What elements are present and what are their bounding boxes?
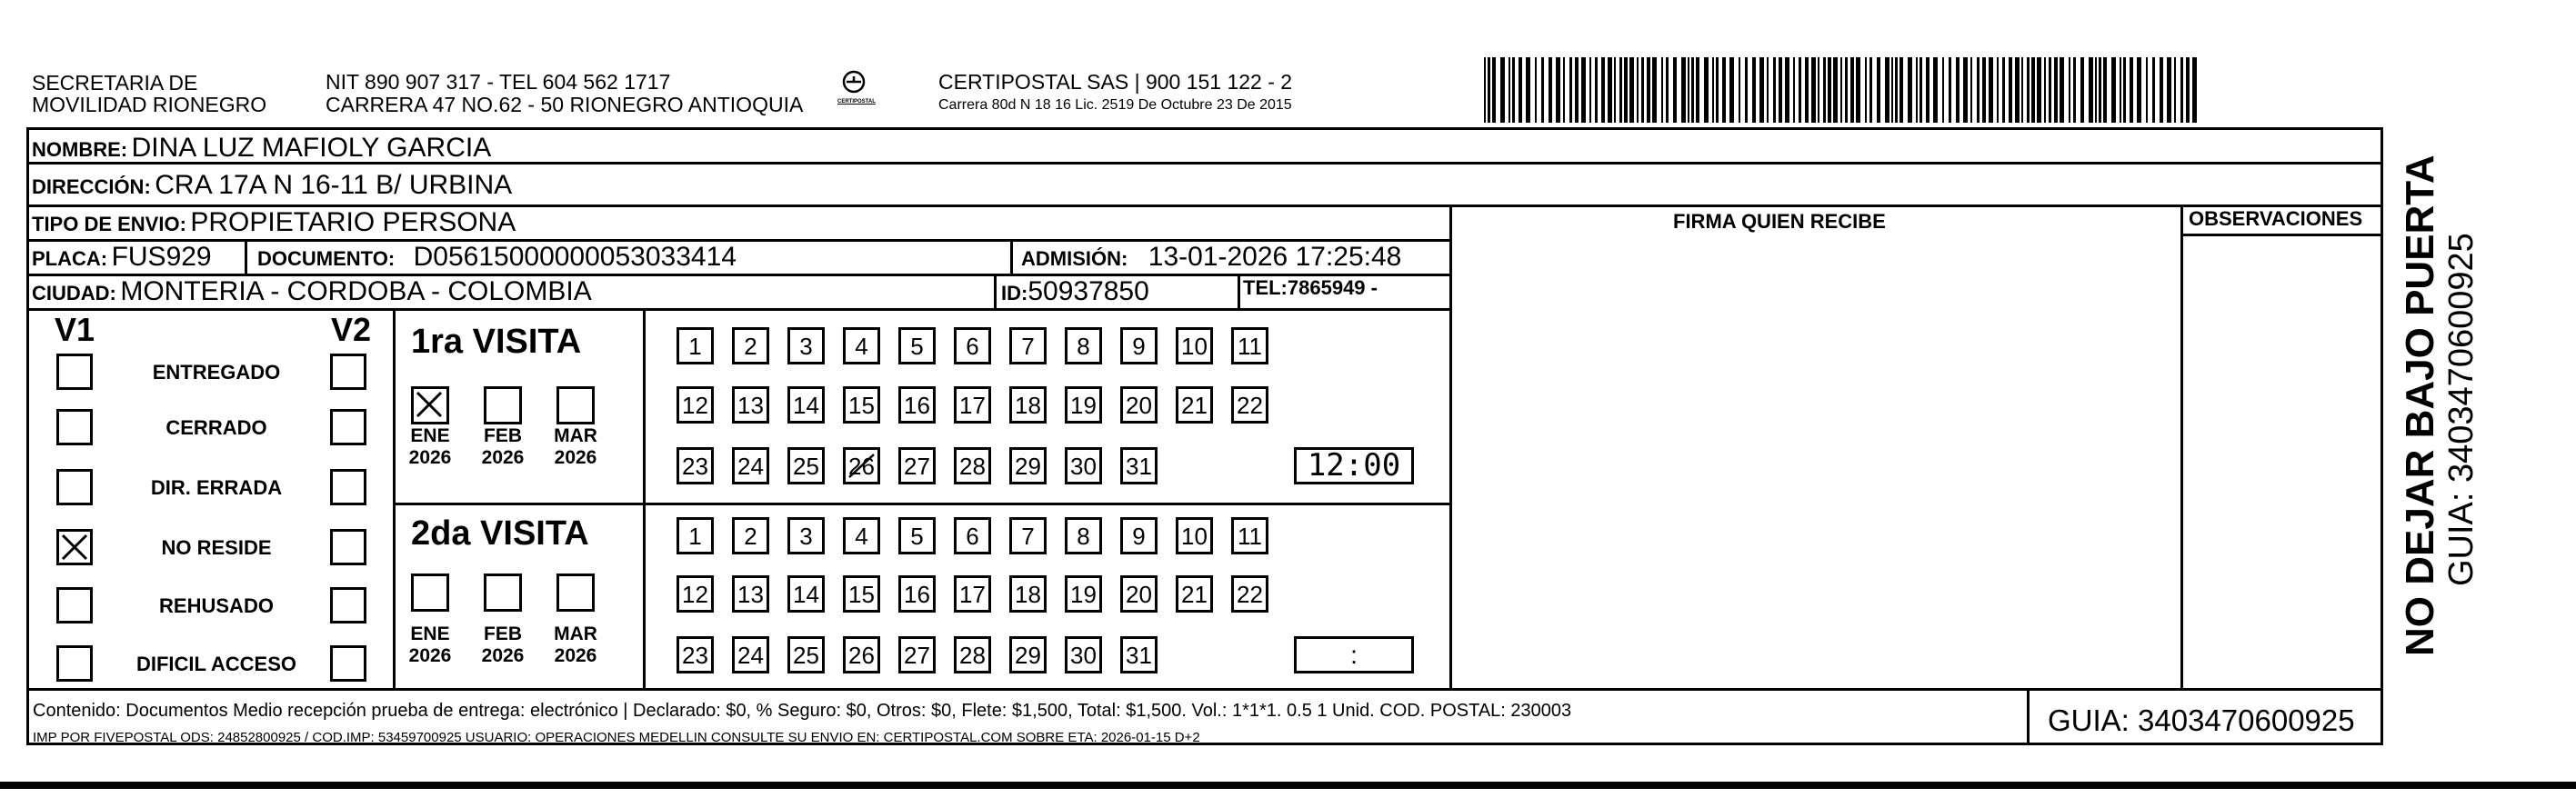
second-visit-day-box[interactable]: 16 (898, 575, 936, 613)
first-visit-day-box[interactable]: 4 (843, 327, 880, 364)
second-visit-month-label-1 (398, 623, 462, 667)
month-year: 2026 (408, 447, 452, 469)
observaciones-header: OBSERVACIONES (2189, 207, 2363, 230)
first-visit-day-box[interactable]: 7 (1009, 327, 1047, 364)
first-visit-day-box[interactable]: 16 (898, 386, 936, 424)
status-label-5: REHUSADO (159, 594, 274, 617)
first-visit-day-box[interactable]: 19 (1065, 386, 1102, 424)
nit-line: NIT 890 907 317 - TEL 604 562 1717 (326, 70, 671, 94)
second-visit-day-box[interactable]: 7 (1009, 517, 1047, 554)
first-visit-day-box[interactable]: 23 (677, 447, 714, 484)
org-name-line1: SECRETARIA DE (32, 71, 198, 95)
first-visit-month-label-3 (544, 425, 607, 469)
first-visit-day-box[interactable]: 15 (843, 386, 880, 424)
status-label-3: DIR. ERRADA (150, 476, 283, 499)
tel-field (1243, 278, 1378, 298)
nombre-field (32, 135, 491, 162)
address-line: CARRERA 47 NO.62 - 50 RIONEGRO ANTIOQUIA (326, 93, 804, 116)
second-visit-day-box[interactable]: 13 (732, 575, 769, 613)
second-visit-day-box[interactable]: 27 (898, 636, 936, 673)
second-visit-month-label-2 (471, 623, 535, 667)
second-visit-day-box[interactable]: 30 (1065, 636, 1102, 673)
month-year: 2026 (554, 645, 597, 667)
documento-label: DOCUMENTO: (257, 247, 396, 270)
first-visit-day-box[interactable]: 22 (1231, 386, 1268, 424)
first-visit-month-label-1 (398, 425, 462, 469)
status-label-6: DIFICIL ACCESO (135, 653, 296, 675)
second-visit-day-box[interactable]: 17 (954, 575, 991, 613)
second-visit-month-label-3 (544, 623, 607, 667)
second-visit-month-box-3[interactable] (556, 574, 595, 612)
v1-checkbox-2[interactable] (56, 409, 93, 445)
status-label-4: NO RESIDE (161, 536, 272, 559)
footer-guia: GUIA: 3403470600925 (2048, 703, 2355, 737)
second-visit-day-box[interactable]: 5 (898, 517, 936, 554)
first-visit-day-box[interactable]: 26 (843, 447, 880, 484)
first-visit-day-box[interactable]: 8 (1065, 327, 1102, 364)
v2-checkbox-6[interactable] (330, 645, 366, 682)
v2-checkbox-2[interactable] (330, 409, 366, 445)
month-year: 2026 (481, 447, 525, 469)
tel-label: TEL: (1243, 276, 1288, 299)
admision-value: 13-01-2026 17:25:48 (1148, 242, 1402, 272)
nombre-value: DINA LUZ MAFIOLY GARCIA (131, 133, 492, 163)
month-name: MAR (554, 623, 597, 644)
first-visit-month-box-1[interactable] (411, 386, 449, 424)
month-name: MAR (554, 425, 597, 446)
documento-field (257, 244, 737, 271)
placa-label: PLACA: (32, 247, 108, 270)
first-visit-day-box[interactable]: 24 (732, 447, 769, 484)
ciudad-label: CIUDAD: (32, 282, 116, 304)
placa-field (32, 244, 212, 271)
admision-label: ADMISIÓN: (1021, 247, 1128, 270)
first-visit-day-box[interactable]: 28 (954, 447, 991, 484)
status-label-2: CERRADO (165, 416, 267, 439)
second-visit-day-box[interactable]: 10 (1176, 517, 1213, 554)
first-visit-day-box[interactable]: 1 (677, 327, 714, 364)
footer-contents-line: Contenido: Documentos Medio recepción prueba de entrega: electrónico | Declarado: $0, % Seguro: $0, Otros: $0, Flete: $1,500, Total: $1,500. Vol.: 1*1*1. 0.5 1 Unid. COD. POSTAL: 230003 (33, 701, 1572, 721)
side-guia: GUIA: 3403470600925 (2442, 233, 2481, 586)
ciudad-field (32, 278, 592, 305)
second-visit-day-box[interactable]: 8 (1065, 517, 1102, 554)
side-warning: NO DEJAR BAJO PUERTA (2398, 155, 2442, 656)
v1-checkbox-1[interactable] (56, 354, 93, 390)
v2-heading: V2 (331, 311, 372, 348)
nombre-label: NOMBRE: (32, 138, 128, 161)
second-visit-day-box[interactable]: 29 (1009, 636, 1047, 673)
admision-field (1021, 244, 1401, 271)
v2-checkbox-1[interactable] (330, 354, 366, 390)
first-visit-day-box[interactable]: 9 (1120, 327, 1158, 364)
second-visit-day-box[interactable]: 26 (843, 636, 880, 673)
placa-value: FUS929 (111, 242, 212, 272)
month-name: ENE (410, 425, 450, 446)
x-mark-icon (414, 389, 445, 420)
second-visit-day-box[interactable]: 22 (1231, 575, 1268, 613)
first-visit-day-box[interactable]: 14 (787, 386, 825, 424)
first-visit-day-box[interactable]: 12 (677, 386, 714, 424)
month-year: 2026 (554, 447, 597, 469)
v2-checkbox-3[interactable] (330, 469, 366, 505)
second-visit-day-box[interactable]: 4 (843, 517, 880, 554)
ciudad-value: MONTERIA - CORDOBA - COLOMBIA (120, 276, 592, 306)
first-visit-day-box[interactable]: 13 (732, 386, 769, 424)
first-visit-day-box[interactable]: 18 (1009, 386, 1047, 424)
tipo-envio-value: PROPIETARIO PERSONA (190, 207, 516, 237)
second-visit-day-box[interactable]: 15 (843, 575, 880, 613)
first-visit-day-box[interactable]: 2 (732, 327, 769, 364)
company-line: CERTIPOSTAL SAS | 900 151 122 - 2 (938, 70, 1293, 94)
direccion-value: CRA 17A N 16-11 B/ URBINA (155, 170, 513, 200)
second-visit-day-box[interactable]: 24 (732, 636, 769, 673)
second-visit-day-box[interactable]: 1 (677, 517, 714, 554)
direccion-label: DIRECCIÓN: (32, 175, 151, 198)
second-visit-title: 2da VISITA (411, 514, 589, 553)
logo-caption: CERTIPOSTAL (837, 99, 876, 105)
second-visit-day-box[interactable]: 2 (732, 517, 769, 554)
second-visit-day-box[interactable]: 18 (1009, 575, 1047, 613)
month-year: 2026 (481, 645, 525, 667)
first-visit-time-field[interactable]: 12:00 (1294, 447, 1414, 484)
first-visit-day-box[interactable]: 29 (1009, 447, 1047, 484)
direccion-field (32, 172, 512, 199)
tel-value: 7865949 - (1287, 276, 1378, 299)
firma-header: FIRMA QUIEN RECIBE (1673, 210, 1886, 233)
first-visit-day-box[interactable]: 11 (1231, 327, 1268, 364)
second-visit-day-box[interactable]: 14 (787, 575, 825, 613)
second-visit-day-box[interactable]: 9 (1120, 517, 1158, 554)
id-field (1001, 278, 1149, 305)
second-visit-month-box-1[interactable] (411, 574, 449, 612)
v2-checkbox-4[interactable] (330, 529, 366, 565)
second-visit-day-box[interactable]: 31 (1120, 636, 1158, 673)
month-year: 2026 (408, 645, 452, 667)
x-mark-icon (59, 532, 90, 563)
second-visit-day-box[interactable]: 20 (1120, 575, 1158, 613)
license-line: Carrera 80d N 18 16 Lic. 2519 De Octubre 23 De 2015 (938, 97, 1292, 113)
first-visit-month-box-2[interactable] (484, 386, 522, 424)
org-name-line2: MOVILIDAD RIONEGRO (32, 93, 267, 116)
second-visit-month-box-2[interactable] (484, 574, 522, 612)
bottom-rule (0, 782, 2576, 789)
v1-checkbox-3[interactable] (56, 469, 93, 505)
second-visit-time-field[interactable]: : (1294, 636, 1414, 673)
first-visit-title: 1ra VISITA (411, 323, 582, 361)
first-visit-day-box[interactable]: 21 (1176, 386, 1213, 424)
tipo-envio-field (32, 209, 516, 236)
second-visit-day-box[interactable]: 3 (787, 517, 825, 554)
first-visit-day-box[interactable]: 6 (954, 327, 991, 364)
first-visit-day-box[interactable]: 20 (1120, 386, 1158, 424)
second-visit-day-box[interactable]: 6 (954, 517, 991, 554)
v1-checkbox-4[interactable] (56, 529, 93, 565)
first-visit-day-box[interactable]: 10 (1176, 327, 1213, 364)
first-visit-day-box[interactable]: 31 (1120, 447, 1158, 484)
first-visit-day-box[interactable]: 3 (787, 327, 825, 364)
month-name: FEB (484, 623, 522, 644)
id-value: 50937850 (1027, 276, 1149, 306)
second-visit-day-box[interactable]: 19 (1065, 575, 1102, 613)
first-visit-day-box[interactable]: 27 (898, 447, 936, 484)
barcode (1484, 57, 2202, 123)
certipostal-logo-icon (837, 69, 876, 107)
id-label: ID: (1001, 282, 1028, 304)
first-visit-month-box-3[interactable] (556, 386, 595, 424)
v1-heading: V1 (55, 311, 95, 348)
first-visit-day-box[interactable]: 25 (787, 447, 825, 484)
strike-mark-icon (846, 450, 877, 482)
second-visit-day-box[interactable]: 21 (1176, 575, 1213, 613)
month-name: FEB (484, 425, 522, 446)
v2-checkbox-5[interactable] (330, 587, 366, 623)
documento-value: D05615000000053033414 (413, 242, 737, 272)
second-visit-day-box[interactable]: 11 (1231, 517, 1268, 554)
second-visit-day-box[interactable]: 12 (677, 575, 714, 613)
first-visit-month-label-2 (471, 425, 535, 469)
month-name: ENE (410, 623, 450, 644)
second-visit-day-box[interactable]: 25 (787, 636, 825, 673)
status-label-1: ENTREGADO (152, 361, 281, 384)
first-visit-day-box[interactable]: 30 (1065, 447, 1102, 484)
tipo-envio-label: TIPO DE ENVIO: (32, 213, 186, 235)
v1-checkbox-6[interactable] (56, 645, 93, 682)
footer-print-line: IMP POR FIVEPOSTAL ODS: 24852800925 / COD.IMP: 53459700925 USUARIO: OPERACIONES MEDELLIN CONSULTE SU ENVIO EN: CERTIPOSTAL.COM SOBRE ETA: 2026-01-15 D+2 (33, 730, 1200, 745)
first-visit-day-box[interactable]: 17 (954, 386, 991, 424)
second-visit-day-box[interactable]: 28 (954, 636, 991, 673)
v1-checkbox-5[interactable] (56, 587, 93, 623)
first-visit-day-box[interactable]: 5 (898, 327, 936, 364)
second-visit-day-box[interactable]: 23 (677, 636, 714, 673)
